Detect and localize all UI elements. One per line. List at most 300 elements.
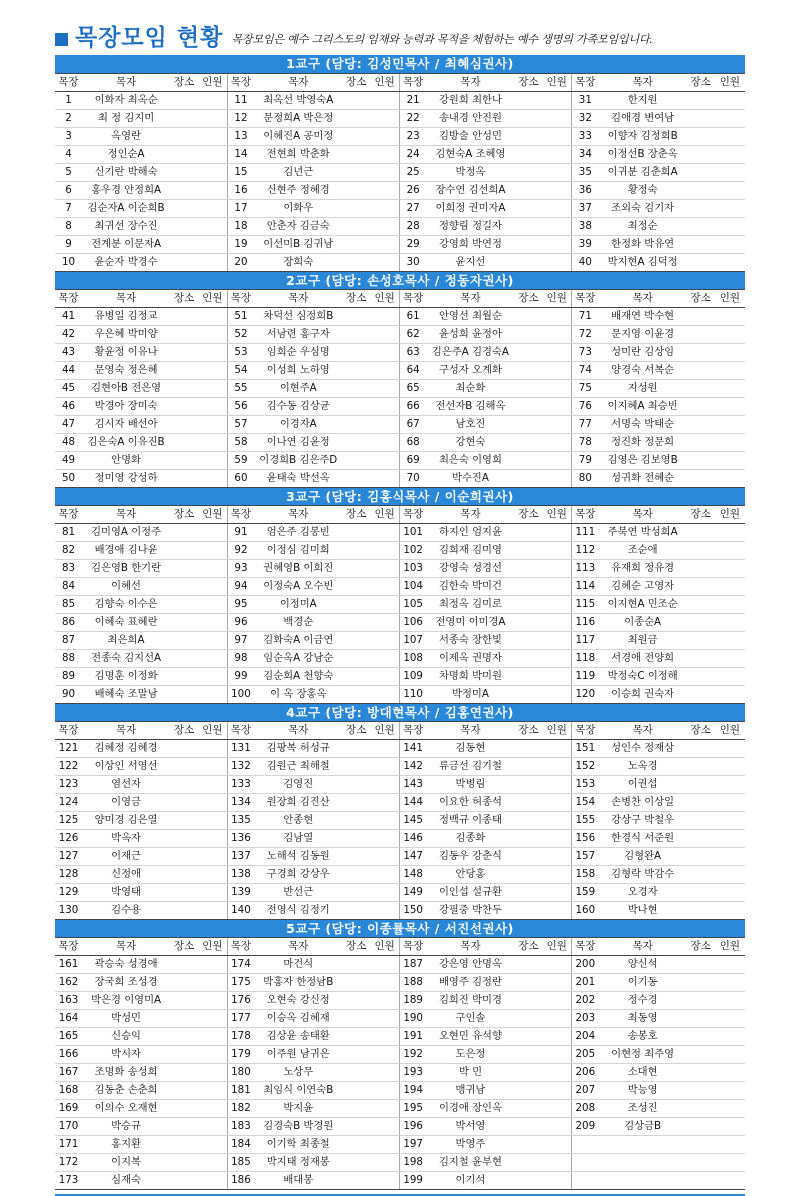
group-count	[198, 667, 227, 685]
group-number: 71	[572, 307, 599, 325]
group-number: 90	[55, 685, 82, 703]
group-count	[198, 181, 227, 199]
group-number: 6	[55, 181, 82, 199]
group-leader: 정인순A	[82, 145, 170, 163]
group-leader: 성인수 정재삼	[599, 739, 687, 757]
group-place	[170, 1027, 198, 1045]
header-place: 장소	[687, 289, 715, 307]
group-count	[543, 613, 572, 631]
group-place	[687, 757, 715, 775]
group-number: 167	[55, 1063, 82, 1081]
group-count	[198, 379, 227, 397]
group-count	[370, 1063, 399, 1081]
group-number: 65	[399, 379, 426, 397]
group-leader: 강영희 박연정	[426, 235, 514, 253]
group-number: 162	[55, 973, 82, 991]
group-place	[170, 127, 198, 145]
table-row	[55, 379, 745, 397]
parish-header	[55, 919, 745, 937]
group-leader: 원장희 김진산	[254, 793, 342, 811]
group-number: 91	[227, 523, 254, 541]
group-count	[543, 199, 572, 217]
group-number: 116	[572, 613, 599, 631]
group-leader: 전선자B 김해옥	[426, 397, 514, 415]
group-place	[342, 451, 370, 469]
header-no: 목장	[572, 73, 599, 91]
group-count	[370, 865, 399, 883]
group-number: 120	[572, 685, 599, 703]
group-place	[170, 739, 198, 757]
group-count	[198, 433, 227, 451]
group-count	[715, 775, 745, 793]
group-count	[715, 991, 745, 1009]
group-count	[715, 451, 745, 469]
group-number: 94	[227, 577, 254, 595]
group-number: 33	[572, 127, 599, 145]
table-row	[55, 361, 745, 379]
group-place	[687, 1009, 715, 1027]
group-count	[715, 739, 745, 757]
group-leader: 김시자 배선아	[82, 415, 170, 433]
header-count: 인원	[370, 289, 399, 307]
group-number: 73	[572, 343, 599, 361]
group-place	[170, 1009, 198, 1027]
group-leader: 박지윤	[254, 1099, 342, 1117]
group-place	[515, 181, 543, 199]
group-number: 12	[227, 109, 254, 127]
header-no: 목장	[55, 937, 82, 955]
header-place: 장소	[170, 505, 198, 523]
table-row	[55, 109, 745, 127]
header-no: 목장	[399, 289, 426, 307]
group-place	[515, 901, 543, 919]
group-place	[342, 523, 370, 541]
group-count	[370, 1117, 399, 1135]
group-place	[687, 1171, 715, 1189]
header-count: 인원	[715, 73, 745, 91]
group-leader: 박나현	[599, 901, 687, 919]
table-row	[55, 451, 745, 469]
header-place: 장소	[342, 505, 370, 523]
group-leader: 서남련 홍구자	[254, 325, 342, 343]
group-place	[687, 1081, 715, 1099]
header-pastor: 목자	[82, 73, 170, 91]
group-number: 141	[399, 739, 426, 757]
group-place	[687, 1063, 715, 1081]
group-count	[715, 1027, 745, 1045]
group-place	[170, 1045, 198, 1063]
group-place	[687, 541, 715, 559]
group-leader: 이경희B 김은주D	[254, 451, 342, 469]
table-row	[55, 181, 745, 199]
table-row	[55, 145, 745, 163]
group-place	[515, 1099, 543, 1117]
group-place	[170, 1171, 198, 1189]
group-count	[543, 379, 572, 397]
group-count	[370, 559, 399, 577]
group-leader: 장국희 조성경	[82, 973, 170, 991]
group-leader: 이현정 최주영	[599, 1045, 687, 1063]
group-number: 69	[399, 451, 426, 469]
table-row	[55, 631, 745, 649]
header-place: 장소	[687, 505, 715, 523]
group-place	[342, 181, 370, 199]
group-leader: 마건식	[254, 955, 342, 973]
group-leader: 강현숙	[426, 433, 514, 451]
page	[55, 24, 745, 1196]
group-count	[543, 1081, 572, 1099]
group-place	[687, 469, 715, 487]
group-leader: 오경자	[599, 883, 687, 901]
group-count	[543, 145, 572, 163]
group-count	[198, 1153, 227, 1171]
group-leader: 옥영란	[82, 127, 170, 145]
group-place	[687, 307, 715, 325]
group-leader: 김혜정 김혜경	[82, 739, 170, 757]
group-place	[342, 1009, 370, 1027]
group-count	[370, 523, 399, 541]
group-number: 62	[399, 325, 426, 343]
group-number: 97	[227, 631, 254, 649]
group-count	[543, 325, 572, 343]
group-place	[687, 181, 715, 199]
group-count	[370, 343, 399, 361]
group-number: 192	[399, 1045, 426, 1063]
group-place	[515, 811, 543, 829]
table-row	[55, 847, 745, 865]
group-leader: 이지현A 민조순	[599, 595, 687, 613]
group-count	[370, 991, 399, 1009]
header-no: 목장	[55, 73, 82, 91]
group-place	[515, 127, 543, 145]
group-place	[687, 127, 715, 145]
group-count	[715, 595, 745, 613]
group-place	[170, 235, 198, 253]
group-number: 102	[399, 541, 426, 559]
header-pastor: 목자	[254, 721, 342, 739]
group-leader: 안명화	[82, 451, 170, 469]
group-place	[687, 973, 715, 991]
group-leader: 이승옥 김혜재	[254, 1009, 342, 1027]
group-leader: 배혜숙 조말남	[82, 685, 170, 703]
group-place	[687, 739, 715, 757]
group-number: 178	[227, 1027, 254, 1045]
group-leader: 노상무	[254, 1063, 342, 1081]
group-leader: 윤태숙 박선옥	[254, 469, 342, 487]
group-number: 208	[572, 1099, 599, 1117]
header-place: 장소	[687, 721, 715, 739]
group-leader: 이화우	[254, 199, 342, 217]
group-number: 140	[227, 901, 254, 919]
table-row	[55, 613, 745, 631]
group-leader: 강원희 최한나	[426, 91, 514, 109]
group-leader: 장희숙	[254, 253, 342, 271]
group-number: 24	[399, 145, 426, 163]
group-place	[342, 649, 370, 667]
group-number: 40	[572, 253, 599, 271]
group-number: 103	[399, 559, 426, 577]
group-place	[342, 127, 370, 145]
group-place	[170, 217, 198, 235]
group-place	[687, 1153, 715, 1171]
group-number: 110	[399, 685, 426, 703]
group-place	[515, 1135, 543, 1153]
header-no: 목장	[572, 937, 599, 955]
group-place	[170, 991, 198, 1009]
group-count	[198, 613, 227, 631]
group-number: 115	[572, 595, 599, 613]
group-number: 165	[55, 1027, 82, 1045]
group-leader: 김경숙B 박경원	[254, 1117, 342, 1135]
group-place	[687, 649, 715, 667]
header-place: 장소	[342, 73, 370, 91]
group-place	[170, 199, 198, 217]
group-number: 198	[399, 1153, 426, 1171]
group-place	[170, 145, 198, 163]
group-leader: 강영숙 성경선	[426, 559, 514, 577]
group-number: 38	[572, 217, 599, 235]
group-number: 85	[55, 595, 82, 613]
group-count	[715, 397, 745, 415]
group-count	[370, 433, 399, 451]
table-row	[55, 739, 745, 757]
group-number: 170	[55, 1117, 82, 1135]
group-number: 195	[399, 1099, 426, 1117]
group-count	[198, 595, 227, 613]
group-place	[342, 865, 370, 883]
parish-title: 1교구 (담당: 김성민목사 / 최혜심권사)	[55, 55, 745, 73]
group-number: 75	[572, 379, 599, 397]
group-count	[543, 793, 572, 811]
group-count	[543, 685, 572, 703]
group-count	[715, 883, 745, 901]
group-place	[342, 847, 370, 865]
group-number: 36	[572, 181, 599, 199]
group-leader: 심재숙	[82, 1171, 170, 1189]
group-number: 124	[55, 793, 82, 811]
group-leader: 이지혜A 최승빈	[599, 397, 687, 415]
group-count	[198, 901, 227, 919]
group-leader: 김상윤 송태환	[254, 1027, 342, 1045]
header-count: 인원	[370, 505, 399, 523]
header-no: 목장	[572, 505, 599, 523]
header-no: 목장	[399, 721, 426, 739]
group-number: 1	[55, 91, 82, 109]
group-place	[342, 253, 370, 271]
group-count	[715, 649, 745, 667]
group-leader: 강상구 박철우	[599, 811, 687, 829]
group-leader: 이정미A	[254, 595, 342, 613]
group-number	[572, 1153, 599, 1171]
group-count	[543, 235, 572, 253]
table-row	[55, 649, 745, 667]
group-count	[198, 523, 227, 541]
header-place: 장소	[342, 937, 370, 955]
header-count: 인원	[198, 73, 227, 91]
group-number: 70	[399, 469, 426, 487]
group-number: 128	[55, 865, 82, 883]
group-place	[342, 667, 370, 685]
group-number: 51	[227, 307, 254, 325]
group-number: 205	[572, 1045, 599, 1063]
group-count	[543, 343, 572, 361]
group-place	[515, 469, 543, 487]
group-leader: 양신석	[599, 955, 687, 973]
group-place	[515, 865, 543, 883]
header-count: 인원	[370, 73, 399, 91]
table-row	[55, 757, 745, 775]
group-number: 89	[55, 667, 82, 685]
header-pastor: 목자	[599, 73, 687, 91]
group-count	[370, 973, 399, 991]
group-leader: 김화숙A 이금연	[254, 631, 342, 649]
header-pastor: 목자	[82, 505, 170, 523]
group-leader: 유재희 정유경	[599, 559, 687, 577]
group-count	[370, 829, 399, 847]
group-count	[370, 181, 399, 199]
group-count	[543, 847, 572, 865]
table-row	[55, 829, 745, 847]
group-count	[543, 901, 572, 919]
group-leader: 박능영	[599, 1081, 687, 1099]
group-leader: 이혜숙 표혜란	[82, 613, 170, 631]
group-number: 171	[55, 1135, 82, 1153]
group-count	[715, 91, 745, 109]
group-place	[170, 865, 198, 883]
group-number: 100	[227, 685, 254, 703]
column-header-row	[55, 505, 745, 523]
group-number: 151	[572, 739, 599, 757]
group-count	[370, 145, 399, 163]
group-number: 45	[55, 379, 82, 397]
group-number: 137	[227, 847, 254, 865]
group-number: 145	[399, 811, 426, 829]
table-row	[55, 1063, 745, 1081]
group-place	[687, 361, 715, 379]
group-number: 98	[227, 649, 254, 667]
group-leader: 이경자A	[254, 415, 342, 433]
group-leader: 김은주A 김경숙A	[426, 343, 514, 361]
group-count	[715, 1099, 745, 1117]
group-place	[342, 793, 370, 811]
group-place	[342, 577, 370, 595]
group-count	[370, 541, 399, 559]
group-leader: 김순자A 이순희B	[82, 199, 170, 217]
group-leader: 문영숙 정은혜	[82, 361, 170, 379]
group-count	[370, 397, 399, 415]
group-leader: 김형완A	[599, 847, 687, 865]
group-number: 184	[227, 1135, 254, 1153]
group-number: 189	[399, 991, 426, 1009]
group-count	[543, 739, 572, 757]
group-number: 37	[572, 199, 599, 217]
group-leader: 이향자 김정희B	[599, 127, 687, 145]
group-number: 206	[572, 1063, 599, 1081]
header-count: 인원	[198, 505, 227, 523]
table-row	[55, 1135, 745, 1153]
column-header-row	[55, 289, 745, 307]
group-place	[515, 793, 543, 811]
group-place	[515, 523, 543, 541]
group-count	[715, 415, 745, 433]
group-leader: 신현주 정혜경	[254, 181, 342, 199]
group-count	[715, 1081, 745, 1099]
group-place	[515, 559, 543, 577]
group-place	[342, 1045, 370, 1063]
group-place	[687, 577, 715, 595]
group-leader: 이주원 남귀은	[254, 1045, 342, 1063]
group-leader	[599, 1135, 687, 1153]
group-leader: 양미경 김은열	[82, 811, 170, 829]
group-count	[198, 631, 227, 649]
group-leader: 임희순 우심명	[254, 343, 342, 361]
group-place	[342, 955, 370, 973]
group-count	[198, 991, 227, 1009]
group-leader: 백경순	[254, 613, 342, 631]
group-number: 148	[399, 865, 426, 883]
header-place: 장소	[687, 73, 715, 91]
group-number: 8	[55, 217, 82, 235]
group-leader: 이경애 장인옥	[426, 1099, 514, 1117]
group-number: 34	[572, 145, 599, 163]
group-number: 104	[399, 577, 426, 595]
group-leader: 안당홍	[426, 865, 514, 883]
group-place	[170, 829, 198, 847]
header-count: 인원	[198, 289, 227, 307]
header-place: 장소	[342, 289, 370, 307]
group-place	[515, 1153, 543, 1171]
group-count	[198, 559, 227, 577]
group-number: 49	[55, 451, 82, 469]
group-count	[543, 523, 572, 541]
header-place: 장소	[515, 721, 543, 739]
group-leader: 김현숙A 조혜영	[426, 145, 514, 163]
parish-title: 3교구 (담당: 김홍식목사 / 이순희권사)	[55, 487, 745, 505]
group-count	[370, 1153, 399, 1171]
group-place	[515, 325, 543, 343]
group-number: 64	[399, 361, 426, 379]
group-leader: 이제옥 권명자	[426, 649, 514, 667]
group-count	[715, 631, 745, 649]
group-place	[687, 145, 715, 163]
group-number: 11	[227, 91, 254, 109]
table-row	[55, 1009, 745, 1027]
group-place	[170, 1153, 198, 1171]
group-number: 179	[227, 1045, 254, 1063]
parish-header	[55, 703, 745, 721]
group-place	[170, 379, 198, 397]
group-place	[515, 973, 543, 991]
group-count	[715, 757, 745, 775]
group-count	[543, 541, 572, 559]
group-place	[515, 613, 543, 631]
group-leader: 이지복	[82, 1153, 170, 1171]
group-count	[198, 541, 227, 559]
header-count: 인원	[543, 505, 572, 523]
group-number: 154	[572, 793, 599, 811]
group-number: 207	[572, 1081, 599, 1099]
group-place	[342, 343, 370, 361]
group-number: 133	[227, 775, 254, 793]
group-number: 63	[399, 343, 426, 361]
group-number: 54	[227, 361, 254, 379]
group-place	[515, 343, 543, 361]
group-leader: 김종화	[426, 829, 514, 847]
group-number: 199	[399, 1171, 426, 1189]
group-number: 147	[399, 847, 426, 865]
group-number: 158	[572, 865, 599, 883]
group-place	[687, 775, 715, 793]
